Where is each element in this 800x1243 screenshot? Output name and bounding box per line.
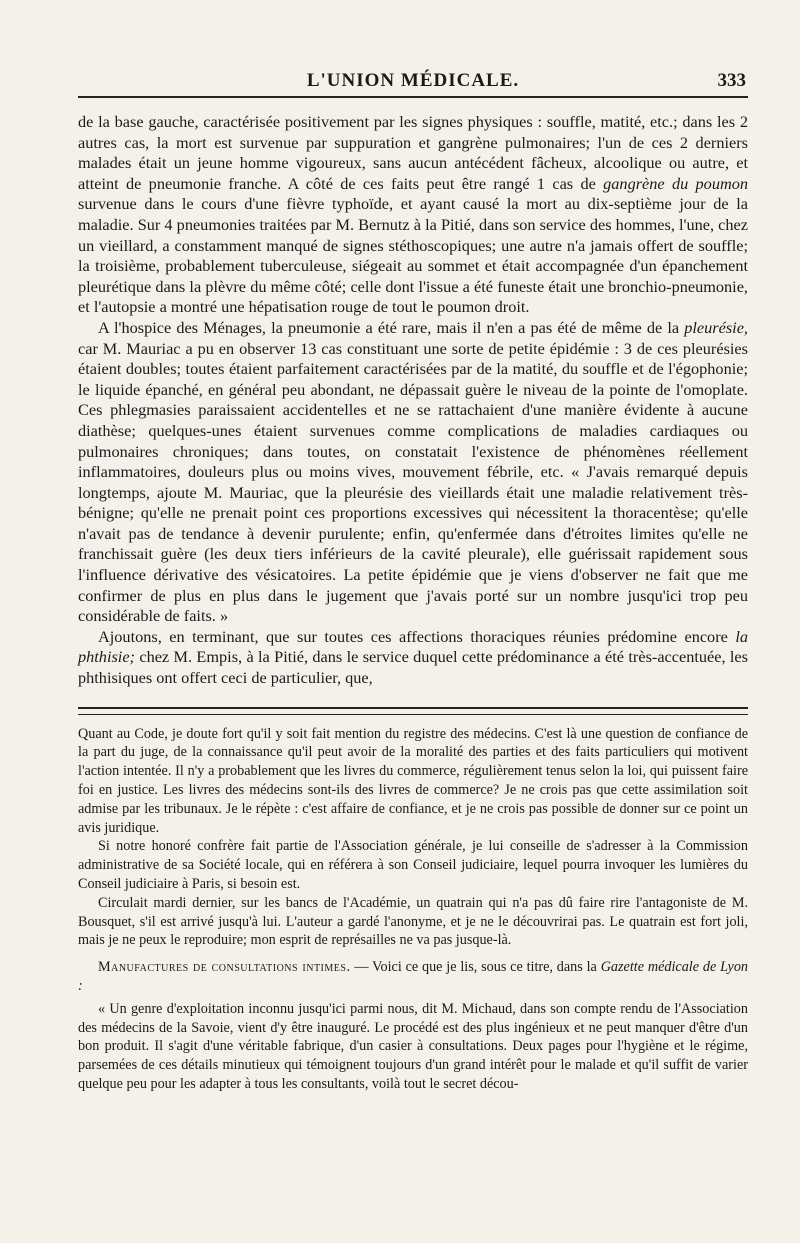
section-heading-text: — Voici ce que je lis, sous ce titre, dans la [354, 959, 597, 976]
paragraph-3-text-end: chez M. Empis, à la Pitié, dans le service duquel cette prédominance a été très-accentuée, les phthisiques ont offert ceci de particulier, que, [78, 647, 748, 688]
newspaper-page [78, 60, 748, 1094]
feuilleton-column [78, 725, 748, 1094]
feuilleton-paragraph-4 [78, 958, 748, 996]
paragraph-3-text: Ajoutons, en terminant, que sur toutes ces affections thoraciques réunies prédomine encore [98, 626, 728, 646]
journal-title: L'UNION MÉDICALE. [306, 70, 520, 91]
paragraph-3-italic: la phthisie; [78, 626, 749, 667]
gazette-title: Gazette médicale de Lyon : [78, 959, 749, 994]
paragraph-3 [78, 627, 748, 689]
paragraph-2-text: A l'hospice des Ménages, la pneumonie a été rare, mais il n'en a pas été de même de la [98, 317, 680, 337]
paragraph-1 [78, 112, 748, 318]
feuilleton-paragraph-2: Si notre honoré confrère fait partie de l'Association générale, je lui conseille de s'adresser à la Commission administrative de sa Société locale, qui en référera à son Conseil judiciaire, lequel pourra invoquer les lumières du Conseil judiciaire à Paris, si besoin est. [78, 838, 748, 892]
paragraph-2 [78, 318, 748, 627]
paragraph-2-italic: pleurésie, [684, 317, 748, 337]
paragraph-2-text-end: car M. Mauriac a pu en observer 13 cas constituant une sorte de petite épidémie : 3 de ces pleurésies étaient doubles; toutes étaient parfaitement caractérisées par de la matité, du souffle et de l'égophonie; le liquide épanché, en général peu abondant, ne dépassait guère le niveau de la pointe de l'omoplate. Ces phlegmasies paraissaient accidentelles et ne se rattachaient d'une manière évidente à aucune diathèse; quelques-unes étaient survenues comme complications de maladies cardiaques ou pulmonaires chroniques; dans toutes, on constatait l'existence de phénomènes réellement inflammatoires, douleurs plus ou moins vives, mouvement fébrile, etc. « J'avais remarqué depuis longtemps, ajoute M. Mauriac, que la pleurésie des vieillards était une maladie relativement très-bénigne; qu'elle ne prenait point ces proportions excessives qui nécessitent la thoracentèse; qu'elle n'avait pas de tendance à devenir purulente; enfin, qu'enfermée dans d'étroites limites qu'elle ne franchissait guère (les deux tiers inférieurs de la cavité pleurale), elle guérissait rapidement sous l'influence dérivative des vésicatoires. La petite épidémie que je viens d'observer ne fait que me confirmer de plus en plus dans le jugement que j'avais porté sur un nombre jusqu'ici trop peu considérable de faits. » [78, 338, 748, 626]
paragraph-1-text: de la base gauche, caractérisée positivement par les signes physiques : souffle, matité, etc.; dans les 2 autres cas, la mort est survenue par suppuration et gangrène pulmonaires; l'un de ces 2 derniers malades était un jeune homme vigoureux, sans aucun antécédent fâcheux, alcoolique ou autre, et atteint de pneumonie franche. A côté de ces faits peut être rangé 1 cas de [78, 112, 748, 193]
page-header [78, 60, 748, 98]
paragraph-1-italic: gangrène du poumon [603, 173, 749, 193]
feuilleton-paragraph-1: Quant au Code, je doute fort qu'il y soit fait mention du registre des médecins. C'est là une question de confiance de la part du juge, de la connaissance qu'il peut avoir de la moralité des parties et des faits particuliers qui motivent l'action intentée. Il n'y a probablement que les livres du commerce, régulièrement tenus selon la loi, qui puissent faire foi en justice. Les livres des médecins sont-ils des livres de commerce? Je ne crois pas que cette assimilation soit admise par les tribunaux. Je le répète : c'est affaire de confiance, et je ne crois pas possible de donner sur ce point un avis juridique. [78, 725, 748, 836]
section-divider [78, 707, 748, 715]
main-article [78, 112, 748, 689]
feuilleton-paragraph-5: « Un genre d'exploitation inconnu jusqu'ici parmi nous, dit M. Michaud, dans son compte rendu de l'Association des médecins de la Savoie, vient d'y être inauguré. Le procédé est des plus ingénieux et ne peut manquer d'être d'un bon produit. Il s'agit d'une véritable fabrique, d'un casier à consultations. Deux pages pour l'hygiène et le régime, parsemées de ces détails minutieux qui témoignent toujours d'un grand intérêt pour le malade et qu'il suffit de varier quelque peu pour les adapter à tous les consultants, voilà tout le secret décou- [78, 1000, 748, 1092]
paragraph-1-text-end: survenue dans le cours d'une fièvre typhoïde, et ayant causé la mort au dix-septième jour de la maladie. Sur 4 pneumonies traitées par M. Bernutz à la Pitié, dans son service des hommes, l'une, chez un vieillard, a constamment manqué de signes stéthoscopiques; une autre n'a jamais offert de souffle; la troisième, probablement tuberculeuse, siégeait au sommet et était accompagnée d'un épanchement pleurétique dans la plèvre du même côté; celle dont l'issue a été funeste était une bronchio-pneumonie, et l'autopsie a montré une hépatisation rouge de tout le poumon droit. [78, 194, 748, 317]
feuilleton-paragraph-3: Circulait mardi dernier, sur les bancs de l'Académie, un quatrain qui n'a pas dû faire rire l'antagoniste de M. Bousquet, s'il est arrivé jusqu'à lui. L'auteur a gardé l'anonyme, et je ne le découvrirai pas. Le quatrain est fort joli, mais je ne peux le reproduire; mon esprit de représailles ne va pas jusque-là. [78, 894, 748, 949]
section-heading: Manufactures de consultations intimes. [98, 959, 351, 976]
page-number: 333 [717, 70, 746, 91]
